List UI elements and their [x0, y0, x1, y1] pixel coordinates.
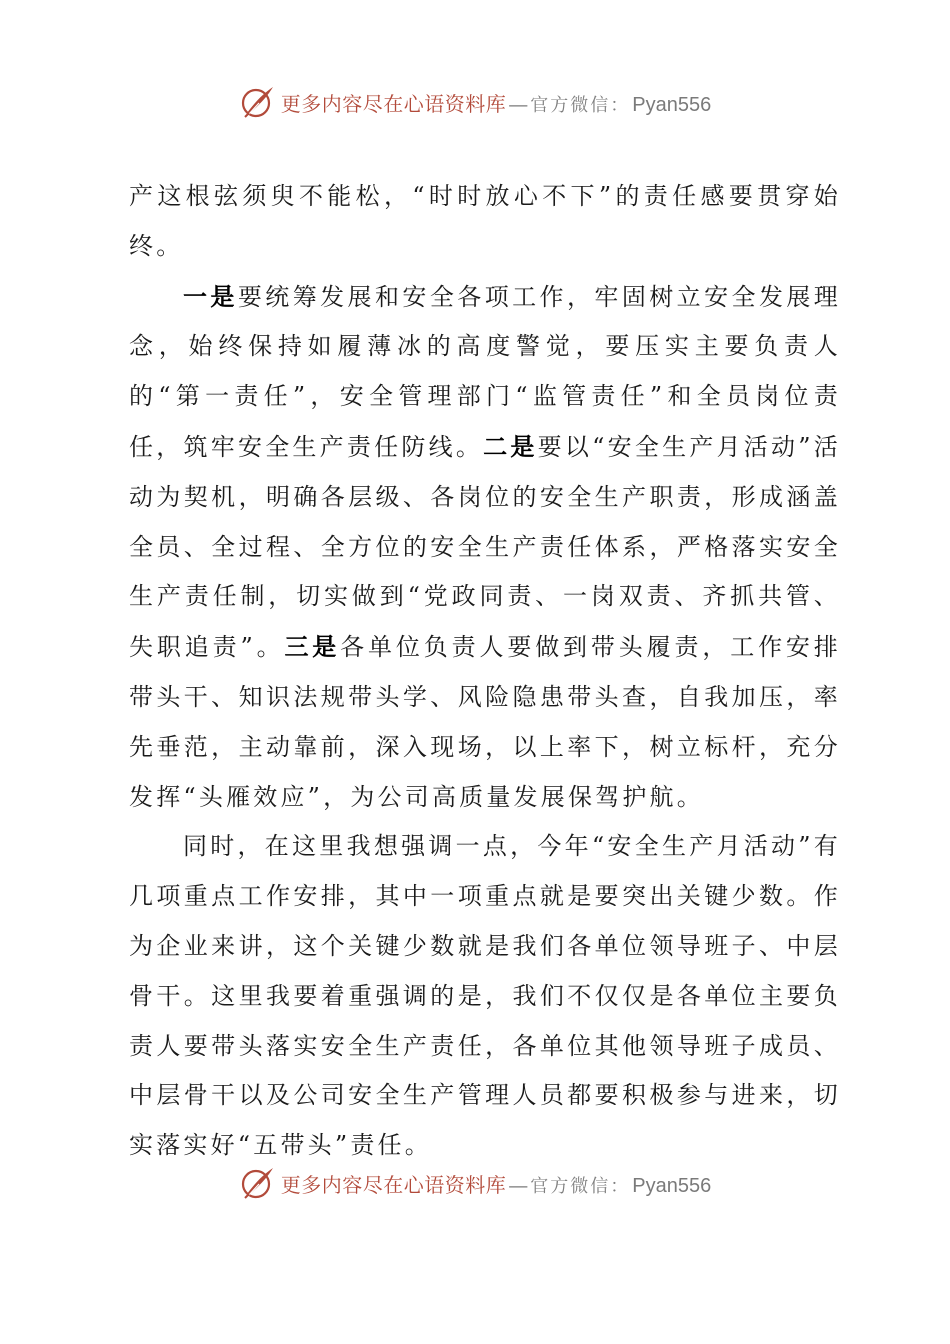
paragraph-text: 同时，在这里我想强调一点，今年“安全生产月活动”有几项重点工作安排，其中一项重点就是要突出关键少数。作为企业来讲，这个关键少数就是我们各单位领导班子、中层骨干。这里我要着重强调的是，我们不仅仅是各单位主要负责人要带头落实安全生产责任，各单位其他领导班子成员、中层骨干以及公司安全生产管理人员都要积极参与进来，切实落实好“五带头”责任。 — [129, 832, 841, 1160]
banner-main-text: 更多内容尽在心语资料库 — [280, 1172, 507, 1197]
header-banner — [0, 80, 950, 124]
point-three-lead: 三是 — [284, 632, 341, 662]
banner-separator: — — [508, 91, 529, 116]
quill-pen-icon — [239, 1164, 277, 1202]
footer-banner — [0, 1161, 950, 1205]
banner-wechat-id: Pyan556 — [632, 93, 712, 116]
quill-pen-icon — [239, 83, 277, 121]
banner-wechat-label: 官方微信： — [530, 94, 631, 116]
banner-wechat-id: Pyan556 — [632, 1174, 712, 1197]
banner-text — [281, 88, 711, 117]
point-two-lead: 二是 — [483, 431, 538, 461]
paragraph-responsibilities — [129, 272, 841, 823]
document-body — [129, 172, 841, 1171]
banner-main-text: 更多内容尽在心语资料库 — [280, 91, 507, 116]
banner-wechat-label: 官方微信： — [530, 1175, 631, 1197]
banner-text — [281, 1169, 711, 1198]
point-one-lead: 一是 — [183, 281, 238, 311]
paragraph-text: 产这根弦须臾不能松，“时时放心不下”的责任感要贯穿始终。 — [129, 182, 841, 260]
paragraph-key-minority — [129, 822, 841, 1171]
point-three-text: 各单位负责人要做到带头履责，工作安排带头干、知识法规带头学、风险隐患带头查，自我加压，率先垂范，主动靠前，深入现场，以上率下，树立标杆，充分发挥“头雁效应”，为公司高质量发展保驾护航。 — [129, 633, 841, 811]
banner-separator: — — [508, 1172, 529, 1197]
point-two-text: 要以“安全生产月活动”活动为契机，明确各层级、各岗位的安全生产职责，形成涵盖全员、全过程、全方位的安全生产责任体系，严格落实安全生产责任制，切实做到“党政同责、一岗双责、齐抓共管、失职追责”。 — [129, 432, 841, 662]
point-one-text: 要统筹发展和安全各项工作，牢固树立安全发展理念，始终保持如履薄冰的高度警觉，要压实主要负责人的“第一责任”，安全管理部门“监管责任”和全员岗位责任，筑牢安全生产责任防线。 — [129, 282, 841, 461]
paragraph-continuation — [129, 172, 841, 272]
